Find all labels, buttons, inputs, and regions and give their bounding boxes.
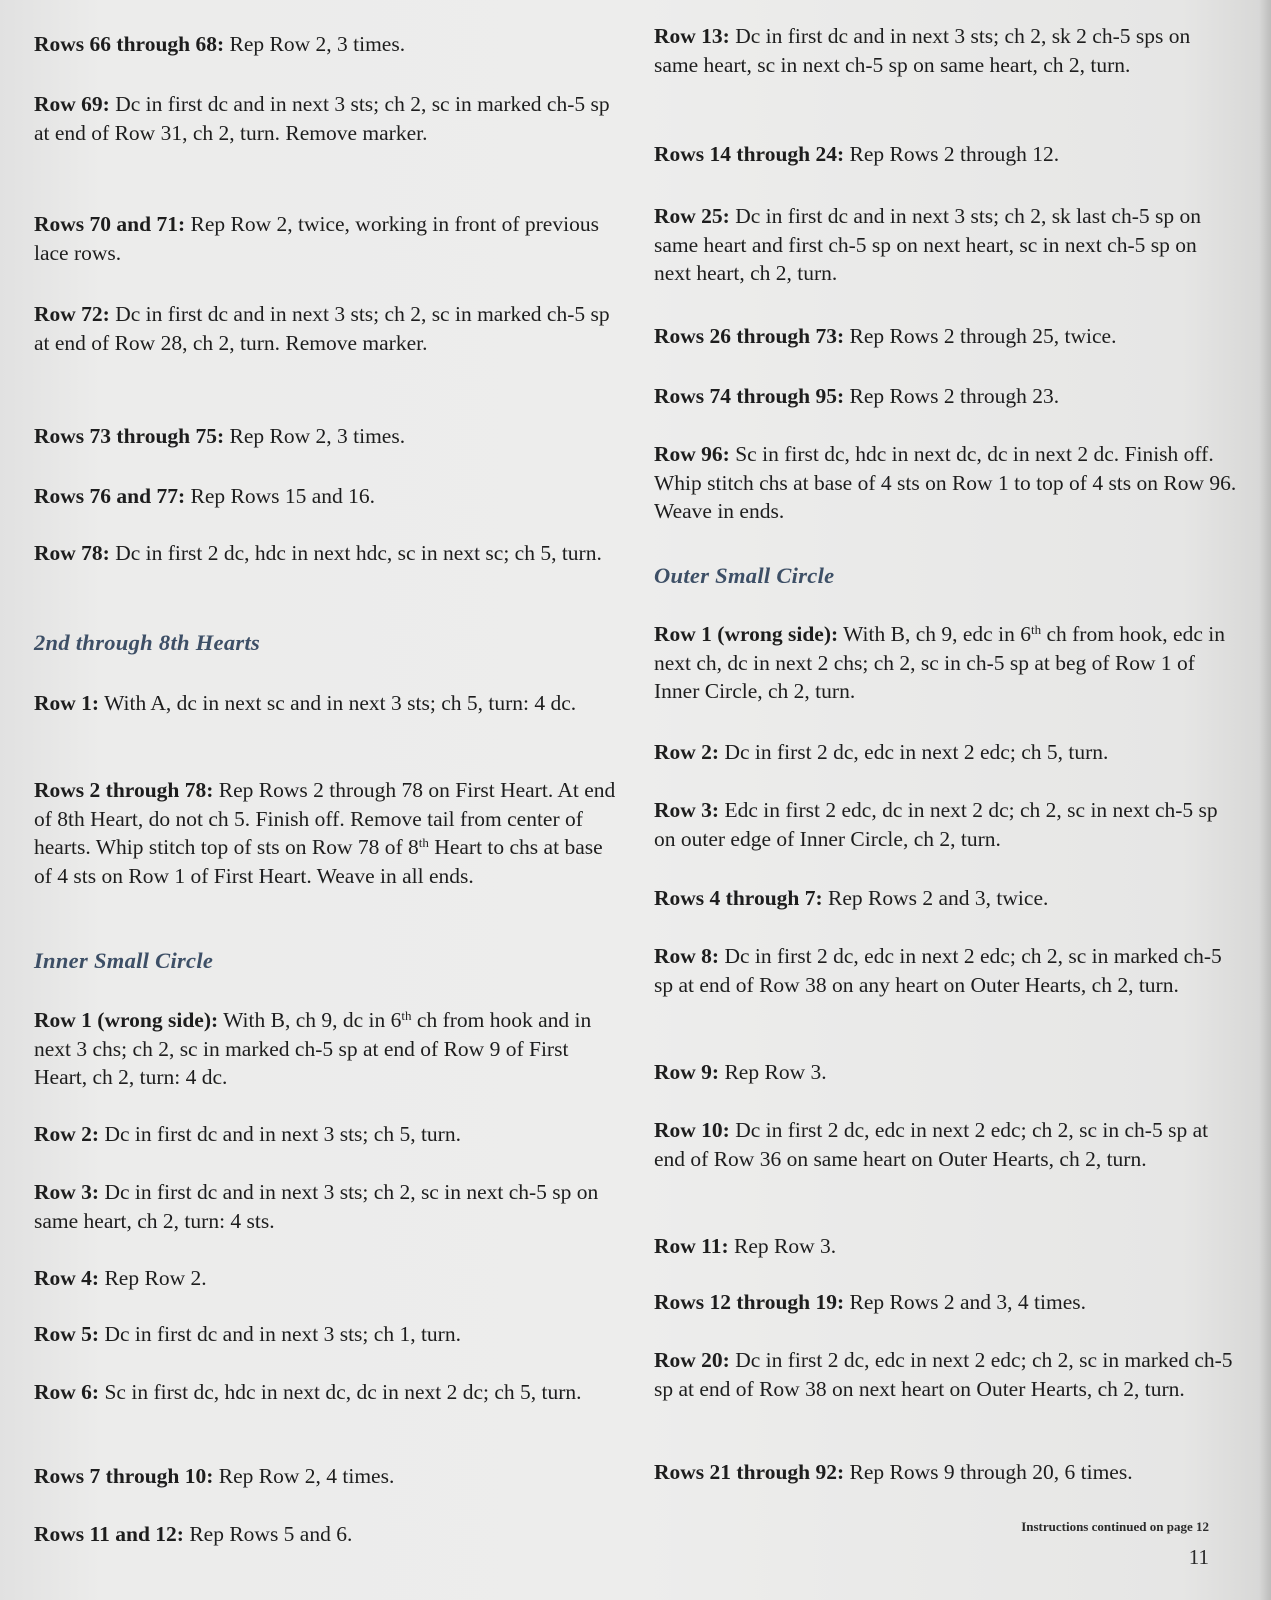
- instruction-inner-rows-7-10: Rows 7 through 10: Rep Row 2, 4 times.: [34, 1464, 395, 1488]
- instruction-rows-70-71: Rows 70 and 71: Rep Row 2, twice, working in front of previous lace rows.: [34, 212, 599, 265]
- instruction-rows-66-68: Rows 66 through 68: Rep Row 2, 3 times.: [34, 32, 406, 56]
- instruction-inner-row-1: Row 1 (wrong side): With B, ch 9, dc in 6th ch from hook and in next 3 chs; ch 2, sc in marked ch-5 sp at end of Row 9 of First Heart, ch 2, turn: 4 dc.: [34, 1008, 592, 1089]
- instruction-inner-row-3: Row 3: Dc in first dc and in next 3 sts; ch 2, sc in next ch-5 sp on same heart, ch 2, turn: 4 sts.: [34, 1180, 599, 1233]
- instruction-inner-row-13: Row 13: Dc in first dc and in next 3 sts; ch 2, sk 2 ch-5 sps on same heart, sc in next ch-5 sp on same heart, ch 2, turn.: [654, 24, 1191, 77]
- instruction-outer-row-9: Row 9: Rep Row 3.: [654, 1060, 827, 1084]
- instruction-row-69: Row 69: Dc in first dc and in next 3 sts; ch 2, sc in marked ch-5 sp at end of Row 31, ch 2, turn. Remove marker.: [34, 92, 610, 145]
- section-heading-inner-small-circle: Inner Small Circle: [34, 948, 214, 973]
- instruction-outer-row-8: Row 8: Dc in first 2 dc, edc in next 2 edc; ch 2, sc in marked ch-5 sp at end of Row 38 on any heart on Outer Hearts, ch 2, turn.: [654, 944, 1222, 997]
- instruction-outer-row-2: Row 2: Dc in first 2 dc, edc in next 2 edc; ch 5, turn.: [654, 740, 1109, 764]
- instruction-inner-row-96: Row 96: Sc in first dc, hdc in next dc, dc in next 2 dc. Finish off. Whip stitch chs at base of 4 sts on Row 1 to top of 4 sts on Row 96. Weave in ends.: [654, 442, 1237, 523]
- instruction-row-72: Row 72: Dc in first dc and in next 3 sts; ch 2, sc in marked ch-5 sp at end of Row 28, ch 2, turn. Remove marker.: [34, 302, 610, 355]
- instruction-outer-row-20: Row 20: Dc in first 2 dc, edc in next 2 edc; ch 2, sc in marked ch-5 sp at end of Row 38 on next heart on Outer Hearts, ch 2, turn.: [654, 1348, 1233, 1401]
- instruction-inner-row-5: Row 5: Dc in first dc and in next 3 sts; ch 1, turn.: [34, 1322, 461, 1346]
- section-heading-2nd-8th-hearts: 2nd through 8th Hearts: [34, 630, 261, 655]
- instruction-hearts-rows-2-78: Rows 2 through 78: Rep Rows 2 through 78 on First Heart. At end of 8th Heart, do not ch 5. Finish off. Remove tail from center of hearts. Whip stitch top of sts on Row 78 of 8th Heart to chs at base of 4 sts on Row 1 of First Heart. Weave in all ends.: [34, 778, 616, 888]
- page-number: 11: [1188, 1545, 1209, 1569]
- instruction-outer-row-1: Row 1 (wrong side): With B, ch 9, edc in 6th ch from hook, edc in next ch, dc in next 2 chs; ch 2, sc in ch-5 sp at beg of Row 1 of Inner Circle, ch 2, turn.: [654, 622, 1225, 703]
- instruction-outer-row-3: Row 3: Edc in first 2 edc, dc in next 2 dc; ch 2, sc in next ch-5 sp on outer edge of Inner Circle, ch 2, turn.: [654, 798, 1218, 851]
- instruction-row-78: Row 78: Dc in first 2 dc, hdc in next hdc, sc in next sc; ch 5, turn.: [34, 541, 602, 565]
- instruction-rows-76-77: Rows 76 and 77: Rep Rows 15 and 16.: [34, 484, 376, 508]
- instruction-rows-73-75: Rows 73 through 75: Rep Row 2, 3 times.: [34, 424, 406, 448]
- instruction-inner-row-25: Row 25: Dc in first dc and in next 3 sts; ch 2, sk last ch-5 sp on same heart and first ch-5 sp on next heart, sc in next ch-5 sp on next heart, ch 2, turn.: [654, 204, 1201, 285]
- section-heading-outer-small-circle: Outer Small Circle: [654, 563, 835, 588]
- instruction-inner-row-4: Row 4: Rep Row 2.: [34, 1266, 207, 1290]
- page-edge-shadow: [1259, 0, 1271, 1600]
- instruction-outer-rows-12-19: Rows 12 through 19: Rep Rows 2 and 3, 4 times.: [654, 1290, 1087, 1314]
- instruction-inner-row-6: Row 6: Sc in first dc, hdc in next dc, dc in next 2 dc; ch 5, turn.: [34, 1380, 582, 1404]
- instruction-outer-row-11: Row 11: Rep Row 3.: [654, 1234, 837, 1258]
- instruction-inner-rows-11-12: Rows 11 and 12: Rep Rows 5 and 6.: [34, 1522, 353, 1546]
- instruction-outer-rows-4-7: Rows 4 through 7: Rep Rows 2 and 3, twice.: [654, 886, 1049, 910]
- instruction-outer-row-10: Row 10: Dc in first 2 dc, edc in next 2 edc; ch 2, sc in ch-5 sp at end of Row 36 on same heart on Outer Hearts, ch 2, turn.: [654, 1118, 1209, 1171]
- instruction-hearts-row-1: Row 1: With A, dc in next sc and in next 3 sts; ch 5, turn: 4 dc.: [34, 691, 577, 715]
- instruction-inner-row-2: Row 2: Dc in first dc and in next 3 sts; ch 5, turn.: [34, 1122, 461, 1146]
- continued-note: Instructions continued on page 12: [1021, 1519, 1209, 1534]
- instruction-inner-rows-26-73: Rows 26 through 73: Rep Rows 2 through 25, twice.: [654, 324, 1117, 348]
- instruction-outer-rows-21-92: Rows 21 through 92: Rep Rows 9 through 20, 6 times.: [654, 1460, 1133, 1484]
- instruction-inner-rows-14-24: Rows 14 through 24: Rep Rows 2 through 12.: [654, 142, 1060, 166]
- instruction-inner-rows-74-95: Rows 74 through 95: Rep Rows 2 through 23.: [654, 384, 1060, 408]
